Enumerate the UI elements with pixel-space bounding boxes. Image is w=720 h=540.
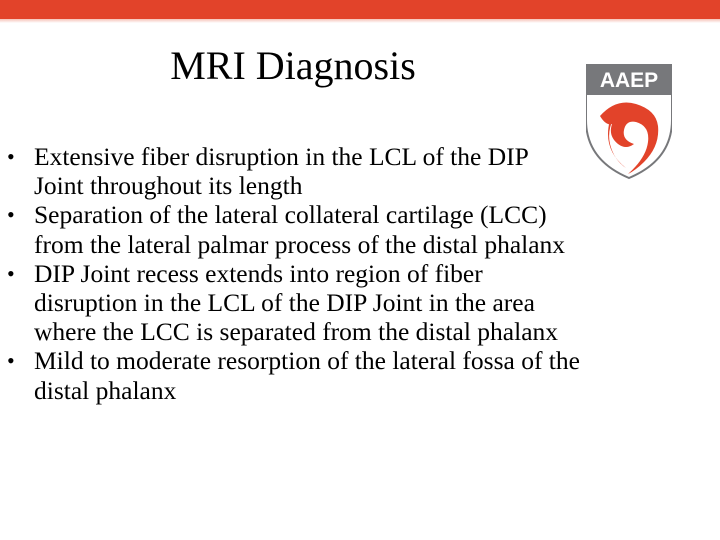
logo-text: AAEP bbox=[599, 69, 659, 92]
slide-title: MRI Diagnosis bbox=[170, 43, 416, 88]
bullet-dot: • bbox=[7, 260, 15, 286]
bullet-list bbox=[0, 142, 580, 405]
bullet-dot: • bbox=[7, 348, 15, 374]
aaep-logo bbox=[586, 64, 672, 180]
bullet-text: Extensive fiber disruption in the LCL of the DIP Joint throughout its length bbox=[34, 142, 528, 201]
accent-bar-shadow bbox=[0, 19, 720, 23]
bullet-item bbox=[0, 346, 580, 404]
bullet-item bbox=[0, 142, 580, 200]
bullet-item bbox=[0, 259, 580, 347]
accent-top-bar bbox=[0, 0, 720, 19]
bullet-dot: • bbox=[7, 202, 15, 228]
bullet-text: Mild to moderate resorption of the lateral fossa of the distal phalanx bbox=[34, 346, 580, 405]
bullet-item bbox=[0, 200, 580, 258]
bullet-text: Separation of the lateral collateral cartilage (LCC) from the lateral palmar process of the distal phalanx bbox=[34, 200, 566, 259]
aaep-horse-shield-icon bbox=[586, 64, 672, 180]
bullet-text: DIP Joint recess extends into region of fiber disruption in the LCL of the DIP Joint in the area where the LCC is separated from the distal phalanx bbox=[34, 258, 559, 347]
bullet-dot: • bbox=[7, 144, 15, 169]
